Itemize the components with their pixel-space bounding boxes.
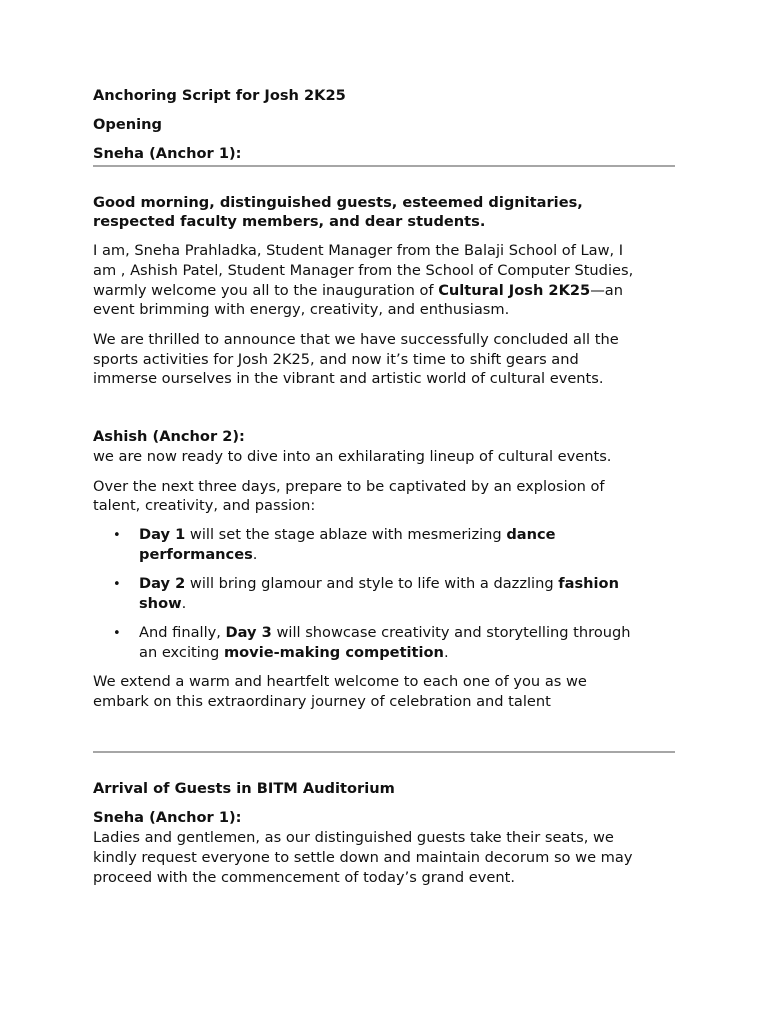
day2-text: will bring glamour and style to life with a dazzling [185, 575, 559, 592]
day1-line-2 [139, 545, 257, 565]
extend-line-2: embark on this extraordinary journey of celebration and talent [93, 693, 551, 710]
day3-label: Day 3 [225, 624, 272, 641]
document-title: Anchoring Script for Josh 2K25 [93, 87, 346, 104]
day1-label: Day 1 [139, 526, 186, 543]
thrilled-line-3: immerse ourselves in the vibrant and artistic world of cultural events. [93, 370, 604, 387]
intro-line-1: I am, Sneha Prahladka, Student Manager from the Balaji School of Law, I [93, 242, 624, 259]
bullet-marker: • [113, 577, 121, 592]
ladies-line-1: Ladies and gentlemen, as our distinguished guests take their seats, we [93, 829, 614, 846]
day2-highlight: fashion [558, 575, 619, 592]
day2-end: . [181, 595, 187, 612]
event-name: Cultural Josh 2K25 [438, 282, 591, 299]
greeting-line-2: respected faculty members, and dear students. [93, 213, 486, 230]
greeting-line-1: Good morning, distinguished guests, esteemed dignitaries, [93, 194, 583, 211]
intro-text: —an [590, 282, 623, 299]
speaker-sneha: Sneha (Anchor 1): [93, 145, 242, 162]
day1-end: . [252, 546, 258, 563]
day2-line-2 [139, 594, 186, 614]
day2-line-1 [139, 574, 619, 594]
day1-text: will set the stage ablaze with mesmerizing [185, 526, 507, 543]
speaker-ashish: Ashish (Anchor 2): [93, 428, 245, 445]
intro-text: warmly welcome you all to the inauguration of [93, 282, 439, 299]
day2-highlight: show [139, 595, 182, 612]
over-next-line-2: talent, creativity, and passion: [93, 497, 316, 514]
day3-end: . [443, 644, 449, 661]
day3-line-1 [139, 623, 631, 643]
over-next-line-1: Over the next three days, prepare to be captivated by an explosion of [93, 478, 605, 495]
opening-heading: Opening [93, 116, 162, 133]
day1-highlight: dance [506, 526, 556, 543]
intro-line-2: am , Ashish Patel, Student Manager from the School of Computer Studies, [93, 262, 634, 279]
thrilled-line-1: We are thrilled to announce that we have successfully concluded all the [93, 331, 619, 348]
day3-text: And finally, [139, 624, 226, 641]
ladies-line-3: proceed with the commencement of today’s grand event. [93, 869, 516, 886]
thrilled-line-2: sports activities for Josh 2K25, and now it’s time to shift gears and [93, 351, 579, 368]
section-divider [93, 165, 675, 167]
ladies-line-2: kindly request everyone to settle down and maintain decorum so we may [93, 849, 633, 866]
intro-line-3 [93, 281, 623, 301]
day3-text: will showcase creativity and storytelling through [271, 624, 631, 641]
bullet-marker: • [113, 626, 121, 641]
day2-label: Day 2 [139, 575, 186, 592]
day3-line-2 [139, 643, 449, 663]
bullet-marker: • [113, 528, 121, 543]
speaker-sneha: Sneha (Anchor 1): [93, 809, 242, 826]
section-divider [93, 751, 675, 753]
ready-line: we are now ready to dive into an exhilarating lineup of cultural events. [93, 448, 612, 465]
arrival-heading: Arrival of Guests in BITM Auditorium [93, 780, 395, 797]
day3-text: an exciting [139, 644, 224, 661]
extend-line-1: We extend a warm and heartfelt welcome to each one of you as we [93, 673, 587, 690]
day3-highlight: movie-making competition [223, 644, 444, 661]
day1-highlight: performances [139, 546, 253, 563]
day1-line-1 [139, 525, 556, 545]
intro-line-4: event brimming with energy, creativity, and enthusiasm. [93, 301, 510, 318]
